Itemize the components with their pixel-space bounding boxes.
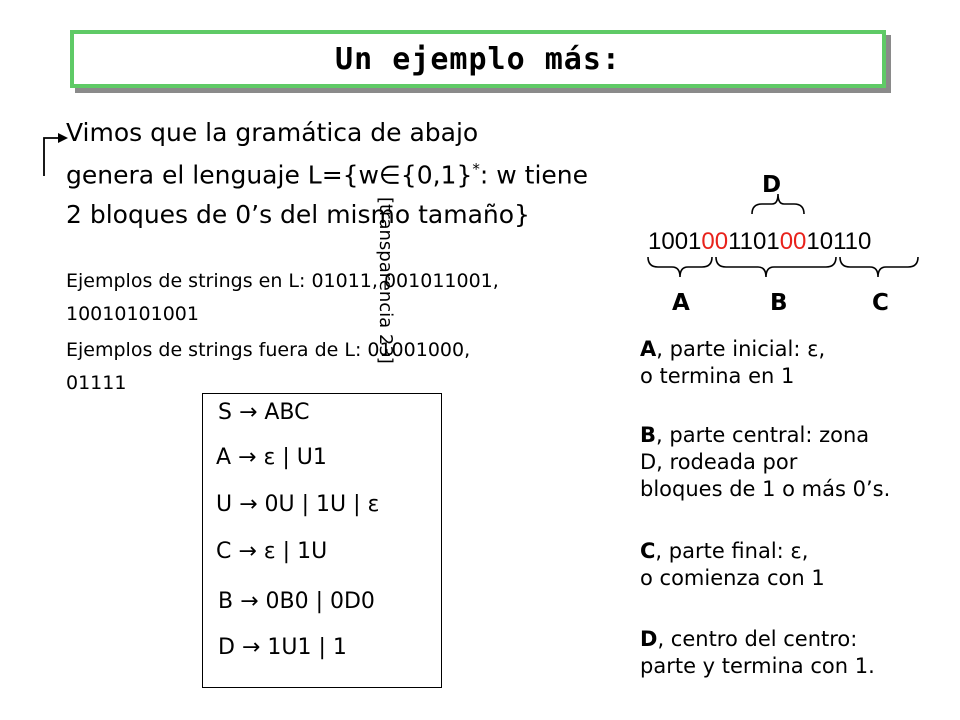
intro-line-1: Vimos que la gramática de abajo bbox=[66, 118, 479, 147]
desc-d-letter: D bbox=[640, 627, 658, 651]
intro-line-3: 2 bloques de 0’s del mismo tamaño} bbox=[66, 200, 530, 229]
desc-c bbox=[640, 538, 825, 592]
desc-b-line-3: bloques de 1 o más 0’s. bbox=[640, 476, 891, 501]
intro-line-2-post: : w tiene bbox=[479, 160, 588, 190]
desc-c-letter: C bbox=[640, 539, 656, 563]
slide-title: Un ejemplo más: bbox=[335, 41, 621, 77]
examples-in-line-2: 10010101001 bbox=[66, 303, 199, 325]
brace-d bbox=[748, 190, 808, 218]
desc-d-line-2: parte y termina con 1. bbox=[640, 653, 875, 678]
element-of-symbol: ∈ bbox=[379, 160, 401, 190]
braces-abc bbox=[646, 255, 926, 285]
intro-line-2-pre: genera el lenguaje L={w bbox=[66, 160, 380, 190]
desc-a-line-1: , parte inicial: ε, bbox=[656, 337, 826, 361]
desc-a-letter: A bbox=[640, 337, 657, 361]
string-part-d: 1101 bbox=[728, 228, 780, 255]
string-part-zeros-right: 00 bbox=[779, 228, 807, 255]
side-note-arrow bbox=[20, 120, 70, 180]
grammar-rule-c: C → ε | 1U bbox=[216, 539, 328, 564]
binary-string bbox=[648, 228, 871, 256]
grammar-rule-s: S → ABC bbox=[218, 400, 310, 425]
kleene-star: * bbox=[472, 160, 480, 178]
desc-d-line-1: , centro del centro: bbox=[657, 627, 858, 651]
desc-c-line-2: o comienza con 1 bbox=[640, 565, 825, 590]
string-part-a: 1001 bbox=[648, 228, 702, 255]
grammar-rule-a: A → ε | U1 bbox=[216, 445, 327, 470]
label-a: A bbox=[672, 290, 690, 316]
desc-b-line-1: , parte central: zona bbox=[656, 423, 870, 447]
label-b: B bbox=[770, 290, 788, 316]
desc-b bbox=[640, 422, 890, 503]
desc-b-line-2: D, rodeada por bbox=[640, 449, 798, 474]
examples-in-line-1: Ejemplos de strings en L: 01011, 001011001, bbox=[66, 270, 499, 292]
desc-c-line-1: , parte final: ε, bbox=[655, 539, 809, 563]
string-part-zeros-left: 00 bbox=[701, 228, 729, 255]
desc-d bbox=[640, 626, 875, 680]
examples-out-line-1: Ejemplos de strings fuera de L: 01001000, bbox=[66, 339, 471, 361]
title-bar bbox=[70, 30, 886, 88]
grammar-rule-u: U → 0U | 1U | ε bbox=[216, 492, 380, 517]
side-note: [transparencia 23] bbox=[375, 197, 396, 364]
desc-a-line-2: o termina en 1 bbox=[640, 363, 795, 388]
desc-a bbox=[640, 336, 825, 390]
string-part-c: 10110 bbox=[806, 228, 872, 255]
desc-b-letter: B bbox=[640, 423, 657, 447]
grammar-rule-b: B → 0B0 | 0D0 bbox=[218, 589, 375, 614]
grammar-rule-d: D → 1U1 | 1 bbox=[218, 635, 347, 660]
intro-line-2-set: {0,1} bbox=[400, 160, 473, 190]
label-d: D bbox=[762, 172, 782, 198]
examples-out-line-2: 01111 bbox=[66, 372, 127, 394]
label-c: C bbox=[872, 290, 889, 316]
intro-line-2 bbox=[66, 160, 588, 190]
